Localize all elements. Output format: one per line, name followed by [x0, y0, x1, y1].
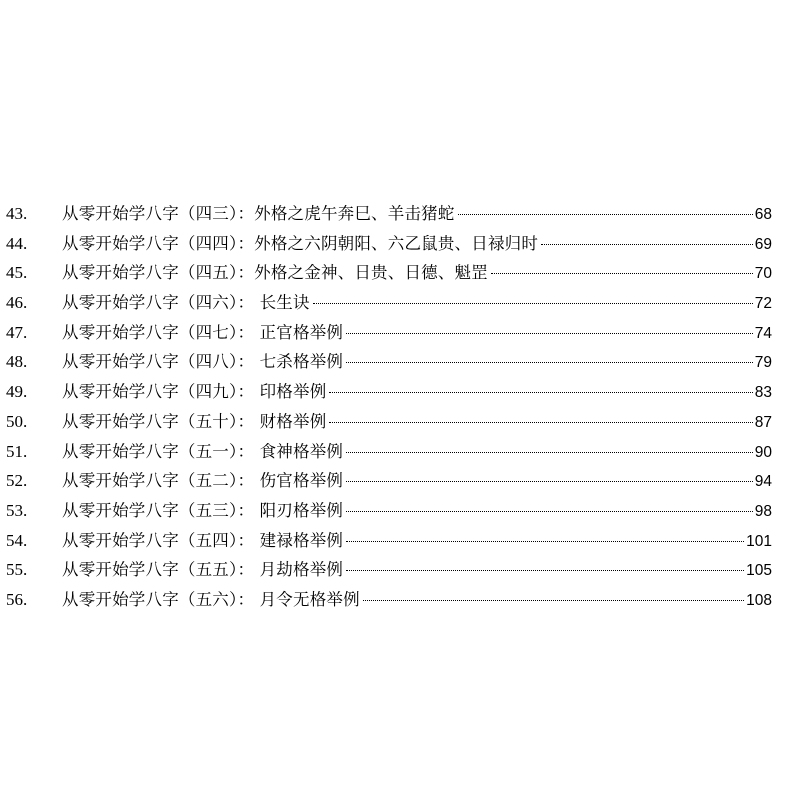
- toc-entry[interactable]: [0, 408, 800, 438]
- dot-leader: [491, 273, 753, 274]
- toc-entry-page[interactable]: 98: [754, 502, 772, 520]
- toc-entry-title[interactable]: 从零开始学八字（四八）： 七杀格举例: [62, 352, 344, 372]
- toc-entry[interactable]: [0, 319, 800, 349]
- toc-entry-page[interactable]: 105: [746, 562, 772, 580]
- toc-entry-number: 52.: [6, 471, 28, 491]
- toc-entry-title[interactable]: 从零开始学八字（四四）：外格之六阴朝阳、六乙鼠贵、日禄归时: [62, 233, 539, 253]
- toc-entry[interactable]: [0, 556, 800, 586]
- toc-entry[interactable]: [0, 289, 800, 319]
- dot-leader: [363, 600, 744, 601]
- toc-entry-title[interactable]: 从零开始学八字（五三）： 阳刃格举例: [62, 500, 344, 520]
- toc-entry-number: 44.: [6, 233, 28, 253]
- dot-leader: [346, 362, 753, 363]
- toc-entry-number: 50.: [6, 411, 28, 431]
- dot-leader: [346, 481, 753, 482]
- toc-entry-page[interactable]: 74: [754, 324, 772, 342]
- toc-entry[interactable]: [0, 378, 800, 408]
- toc-entry-page[interactable]: 90: [754, 443, 772, 461]
- toc-entry-number: 47.: [6, 322, 28, 342]
- toc-entry-page[interactable]: 70: [754, 265, 772, 283]
- toc-entry[interactable]: [0, 467, 800, 497]
- dot-leader: [346, 452, 753, 453]
- toc-entry[interactable]: [0, 230, 800, 260]
- toc-entry-number: 48.: [6, 352, 28, 372]
- toc-entry-number: 43.: [6, 204, 28, 223]
- toc-entry-number: 46.: [6, 293, 28, 313]
- toc-entry-title[interactable]: 从零开始学八字（五十）： 财格举例: [62, 411, 327, 431]
- toc-entry-title[interactable]: 从零开始学八字（四九）： 印格举例: [62, 382, 327, 402]
- toc-entry-line: [62, 261, 772, 286]
- toc-entry-title[interactable]: 从零开始学八字（五四）： 建禄格举例: [62, 530, 344, 550]
- toc-entry-title[interactable]: 从零开始学八字（五五）： 月劫格举例: [62, 560, 344, 580]
- toc-entry-page[interactable]: 68: [754, 206, 772, 223]
- toc-entry-page[interactable]: 94: [754, 473, 772, 491]
- toc-entry-line: [62, 202, 772, 227]
- toc-entry-line: [62, 588, 772, 613]
- dot-leader: [329, 422, 752, 423]
- toc-entry-number: 54.: [6, 530, 28, 550]
- toc-entry[interactable]: [0, 527, 800, 557]
- toc-entry-page[interactable]: 79: [754, 354, 772, 372]
- toc-entry-title[interactable]: 从零开始学八字（五一）： 食神格举例: [62, 441, 344, 461]
- toc-entry-line: [62, 321, 772, 346]
- dot-leader: [458, 214, 753, 215]
- toc-entry-title[interactable]: 从零开始学八字（五二）： 伤官格举例: [62, 471, 344, 491]
- toc-entry-line: [62, 350, 772, 375]
- toc-entry-title[interactable]: 从零开始学八字（五六）： 月令无格举例: [62, 589, 360, 609]
- toc-entry[interactable]: [0, 200, 800, 230]
- toc-entry-line: [62, 232, 772, 257]
- toc-entry-line: [62, 440, 772, 465]
- dot-leader: [346, 541, 744, 542]
- table-of-contents: [0, 200, 800, 616]
- toc-entry-number: 55.: [6, 560, 28, 580]
- toc-entry[interactable]: [0, 348, 800, 378]
- toc-entry[interactable]: [0, 586, 800, 616]
- toc-entry-line: [62, 499, 772, 524]
- toc-entry-page[interactable]: 72: [754, 295, 772, 313]
- dot-leader: [346, 570, 744, 571]
- toc-entry-page[interactable]: 83: [754, 384, 772, 402]
- toc-entry-line: [62, 291, 772, 316]
- toc-entry-number: 53.: [6, 500, 28, 520]
- toc-entry-number: 51.: [6, 441, 28, 461]
- toc-entry-number: 45.: [6, 263, 28, 283]
- toc-entry-line: [62, 469, 772, 494]
- toc-entry-line: [62, 410, 772, 435]
- dot-leader: [313, 303, 753, 304]
- toc-entry-page[interactable]: 108: [746, 591, 772, 609]
- toc-entry[interactable]: [0, 497, 800, 527]
- toc-entry-page[interactable]: 69: [754, 235, 772, 253]
- toc-entry[interactable]: [0, 438, 800, 468]
- toc-entry-line: [62, 558, 772, 583]
- toc-entry-title[interactable]: 从零开始学八字（四七）： 正官格举例: [62, 322, 344, 342]
- toc-entry-page[interactable]: 101: [746, 532, 772, 550]
- dot-leader: [346, 511, 753, 512]
- dot-leader: [541, 244, 753, 245]
- toc-entry-title[interactable]: 从零开始学八字（四五）：外格之金神、日贵、日德、魁罡: [62, 263, 488, 283]
- dot-leader: [346, 333, 753, 334]
- toc-entry-number: 56.: [6, 589, 28, 609]
- toc-entry-line: [62, 529, 772, 554]
- toc-entry-number: 49.: [6, 382, 28, 402]
- toc-entry-line: [62, 380, 772, 405]
- dot-leader: [329, 392, 752, 393]
- toc-entry[interactable]: [0, 259, 800, 289]
- toc-entry-page[interactable]: 87: [754, 413, 772, 431]
- toc-entry-title[interactable]: 从零开始学八字（四六）： 长生诀: [62, 293, 310, 313]
- toc-entry-title[interactable]: 从零开始学八字（四三）：外格之虎午奔巳、羊击猪蛇: [62, 204, 455, 223]
